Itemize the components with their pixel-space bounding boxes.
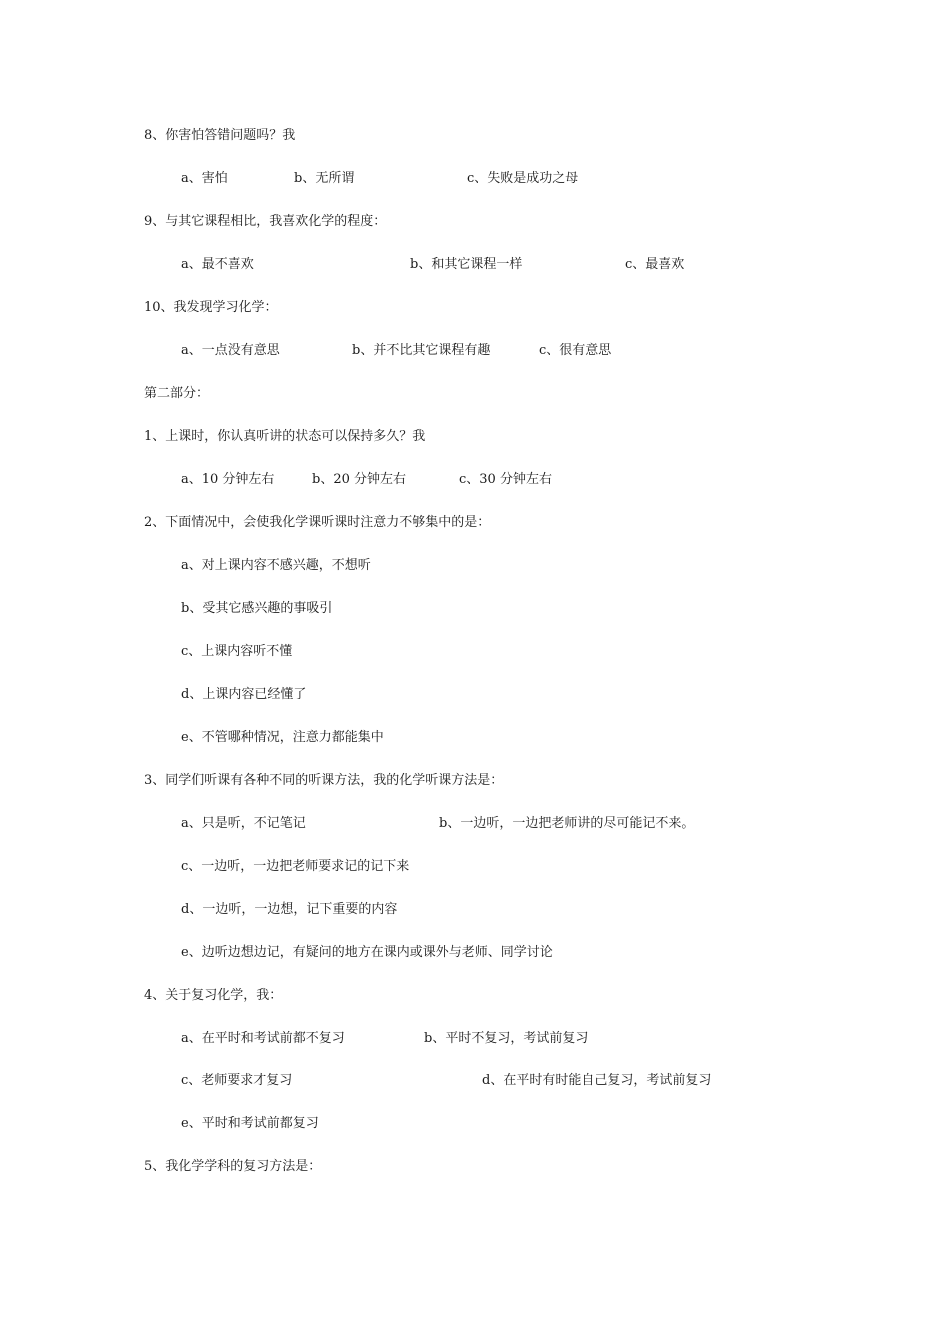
p2-q2-option-e: e、不管哪种情况，注意力都能集中 xyxy=(181,730,384,745)
q8-option-b: b、无所谓 xyxy=(294,171,355,186)
q10-option-b: b、并不比其它课程有趣 xyxy=(352,343,491,358)
p2-q1-option-c: c、30 分钟左右 xyxy=(459,472,552,487)
p2-q2-option-a: a、对上课内容不感兴趣，不想听 xyxy=(181,558,371,573)
p2-q4-option-b: b、平时不复习，考试前复习 xyxy=(424,1031,589,1046)
p2-question-3: 3、同学们听课有各种不同的听课方法，我的化学听课方法是： xyxy=(144,773,504,788)
part-2-heading: 第二部分： xyxy=(144,386,210,401)
p2-q2-option-d: d、上课内容已经懂了 xyxy=(181,687,307,702)
q10-option-c: c、很有意思 xyxy=(539,343,612,358)
p2-question-5: 5、我化学学科的复习方法是： xyxy=(144,1159,322,1174)
p2-q3-option-a: a、只是听，不记笔记 xyxy=(181,816,306,831)
question-10: 10、我发现学习化学： xyxy=(144,300,278,315)
p2-q4-option-c: c、老师要求才复习 xyxy=(181,1073,293,1088)
q8-option-c: c、失败是成功之母 xyxy=(467,171,579,186)
p2-q3-option-b: b、一边听，一边把老师讲的尽可能记不来。 xyxy=(439,816,695,831)
p2-question-4: 4、关于复习化学，我： xyxy=(144,988,283,1003)
p2-question-1: 1、上课时，你认真听讲的状态可以保持多久？我 xyxy=(144,429,426,444)
p2-q3-option-d: d、一边听，一边想，记下重要的内容 xyxy=(181,902,398,917)
p2-q4-option-e: e、平时和考试前都复习 xyxy=(181,1116,319,1131)
p2-q1-option-a: a、10 分钟左右 xyxy=(181,472,275,487)
p2-q2-option-c: c、上课内容听不懂 xyxy=(181,644,293,659)
p2-question-2: 2、下面情况中，会使我化学课听课时注意力不够集中的是： xyxy=(144,515,491,530)
q9-option-a: a、最不喜欢 xyxy=(181,257,254,272)
p2-q2-option-b: b、受其它感兴趣的事吸引 xyxy=(181,601,333,616)
p2-q4-option-d: d、在平时有时能自己复习，考试前复习 xyxy=(482,1073,712,1088)
q10-option-a: a、一点没有意思 xyxy=(181,343,280,358)
p2-q4-option-a: a、在平时和考试前都不复习 xyxy=(181,1031,345,1046)
p2-q1-option-b: b、20 分钟左右 xyxy=(312,472,406,487)
q8-option-a: a、害怕 xyxy=(181,171,228,186)
question-8: 8、你害怕答错问题吗？我 xyxy=(144,128,296,143)
p2-q3-option-c: c、一边听，一边把老师要求记的记下来 xyxy=(181,859,410,874)
q9-option-b: b、和其它课程一样 xyxy=(410,257,523,272)
p2-q3-option-e: e、边听边想边记，有疑问的地方在课内或课外与老师、同学讨论 xyxy=(181,945,553,960)
q9-option-c: c、最喜欢 xyxy=(625,257,685,272)
question-9: 9、与其它课程相比，我喜欢化学的程度： xyxy=(144,214,387,229)
